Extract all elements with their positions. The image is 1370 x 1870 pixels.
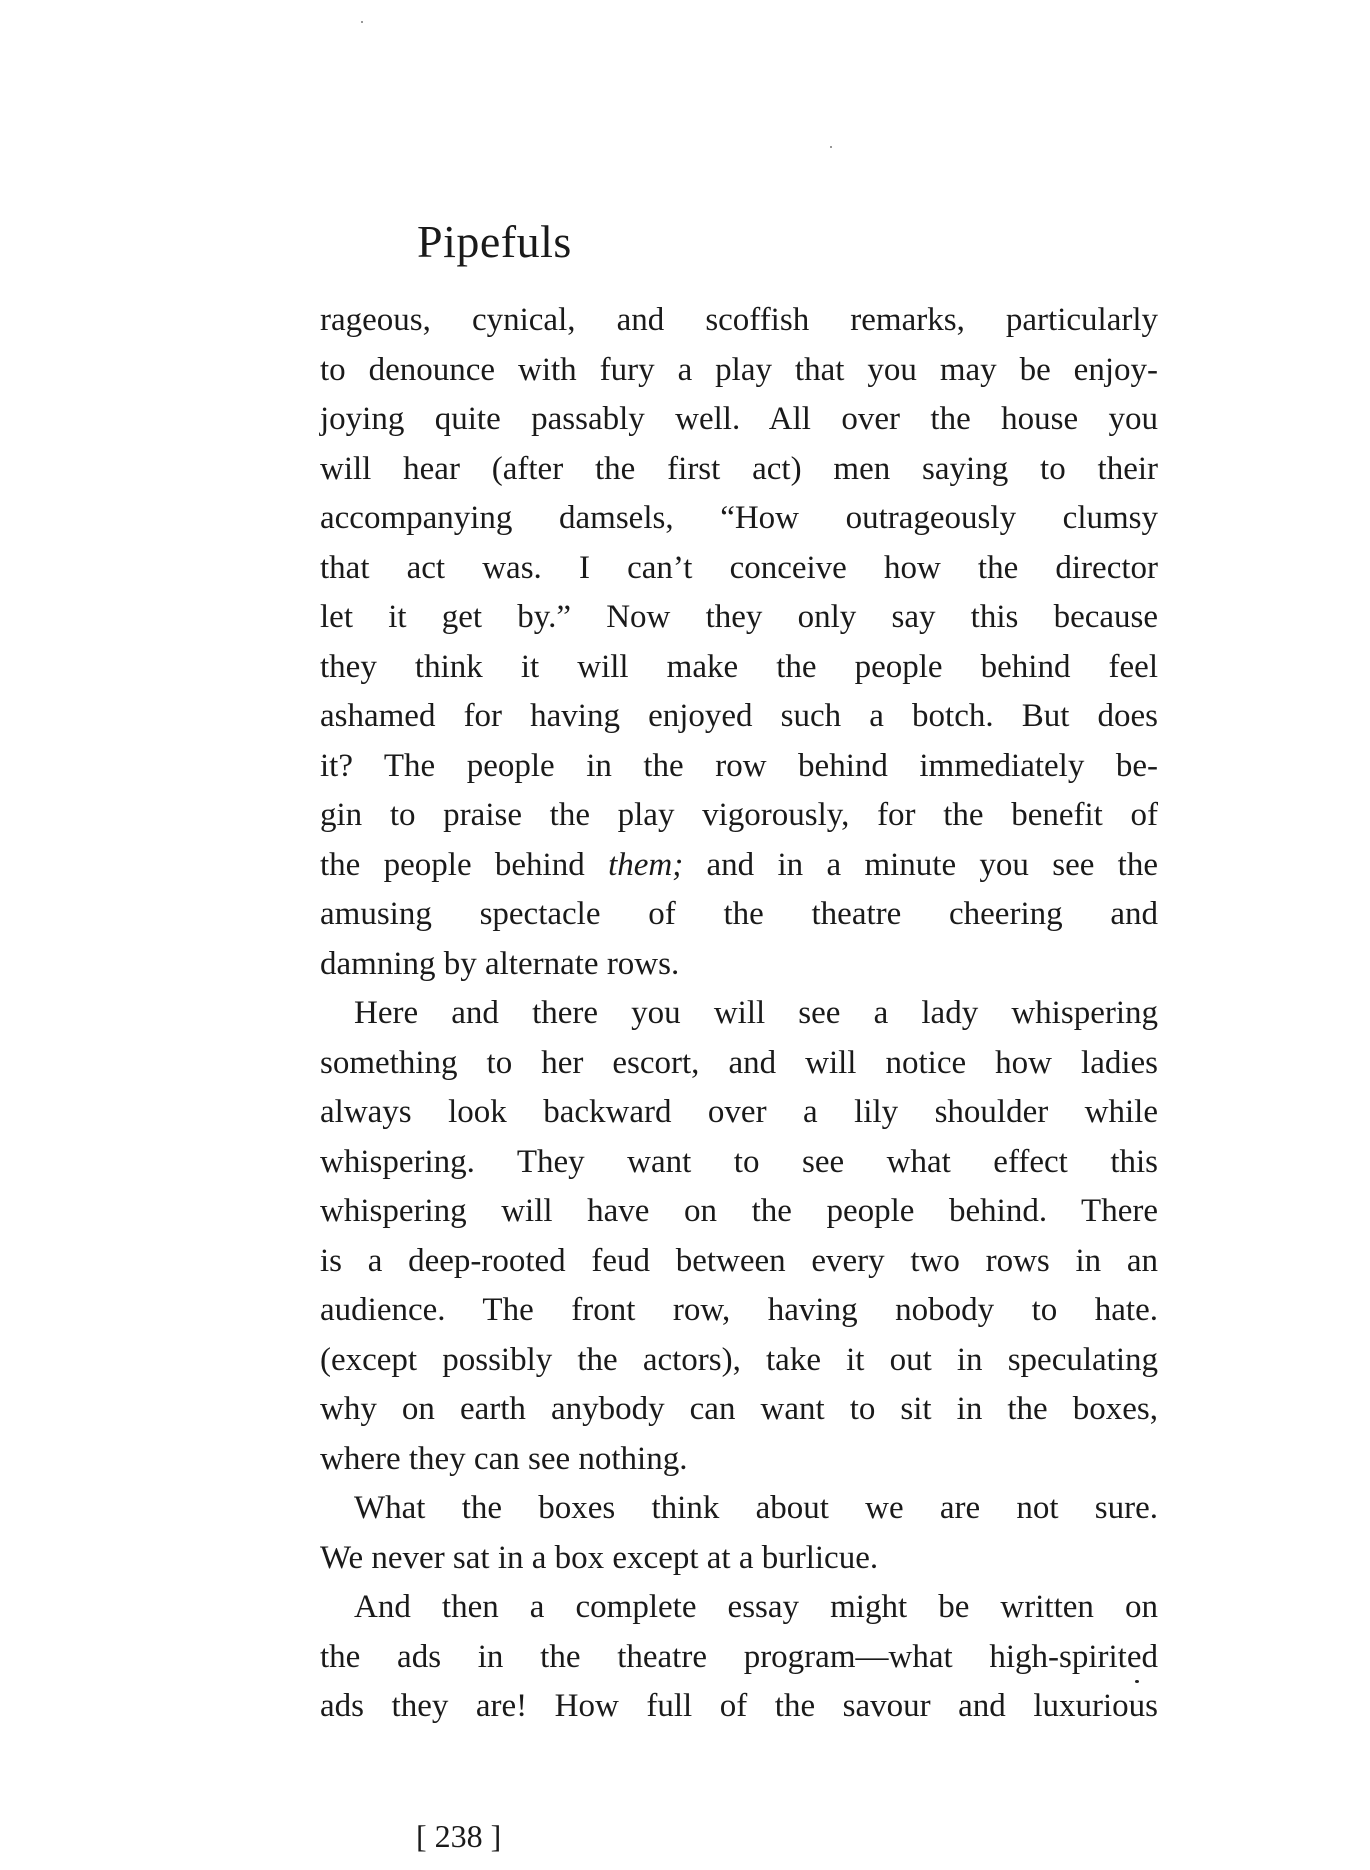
text-line: What the boxes think about we are not sure.	[354, 1490, 1158, 1526]
text-line: will hear (after the first act) men saying to their	[320, 450, 1158, 487]
text-line: We never sat in a box except at a burlicue.	[320, 1539, 879, 1576]
text-line: ads they are! How full of the savour and luxurious	[320, 1688, 1158, 1724]
text-line: something to her escort, and will notice how ladies	[320, 1044, 1158, 1081]
text-line: whispering. They want to see what effect this	[320, 1143, 1158, 1180]
text-line: always look backward over a lily shoulder while	[320, 1094, 1158, 1130]
scan-speck	[361, 21, 363, 23]
text-line: whispering will have on the people behind. There	[320, 1193, 1158, 1229]
scan-speck	[830, 146, 832, 148]
text-line: accompanying damsels, “How outrageously clumsy	[320, 500, 1158, 536]
text-line: to denounce with fury a play that you may be enjoy-	[320, 351, 1158, 388]
body-text	[320, 296, 1158, 1732]
text-line: it? The people in the row behind immediately be-	[320, 747, 1158, 784]
text-line: amusing spectacle of the theatre cheering and	[320, 896, 1158, 932]
text-line-with-italic	[320, 841, 1158, 891]
text-line: why on earth anybody can want to sit in the boxes,	[320, 1391, 1158, 1427]
text-line: audience. The front row, having nobody to hate.	[320, 1292, 1158, 1328]
line-segment: the people behind	[320, 846, 609, 883]
text-line: And then a complete essay might be written on	[354, 1589, 1158, 1625]
scan-speck	[1135, 1680, 1139, 1683]
text-line: the ads in the theatre program—what high-spirited	[320, 1638, 1158, 1675]
text-line: rageous, cynical, and scoffish remarks, particularly	[320, 302, 1158, 338]
text-line: (except possibly the actors), take it out in speculating	[320, 1341, 1158, 1378]
text-line: damning by alternate rows.	[320, 945, 680, 982]
text-line: where they can see nothing.	[320, 1440, 688, 1477]
line-segment: and in a minute you see the	[683, 846, 1159, 883]
text-line: is a deep-rooted feud between every two rows in an	[320, 1242, 1158, 1279]
text-line: they think it will make the people behind feel	[320, 648, 1158, 685]
text-line: gin to praise the play vigorously, for the benefit of	[320, 797, 1158, 833]
text-line: joying quite passably well. All over the house you	[320, 401, 1158, 437]
running-head: Pipefuls	[417, 216, 572, 267]
text-line: ashamed for having enjoyed such a botch. But does	[320, 698, 1158, 734]
text-line: that act was. I can’t conceive how the director	[320, 549, 1158, 586]
text-line: let it get by.” Now they only say this because	[320, 599, 1158, 635]
page-number: [ 238 ]	[416, 1818, 502, 1854]
italic-word: them;	[608, 846, 684, 883]
text-line: Here and there you will see a lady whispering	[354, 995, 1158, 1031]
